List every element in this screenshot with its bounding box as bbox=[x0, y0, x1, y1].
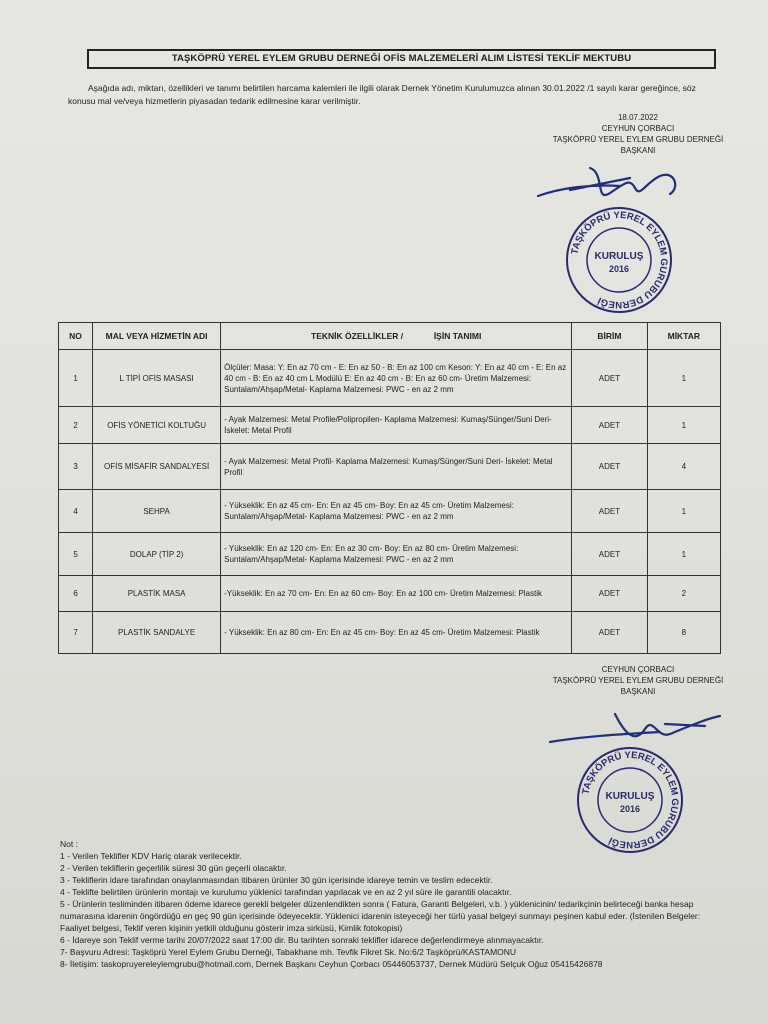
note-item: 3 - Tekliflerin idare tarafından onaylanmasından itibaren ürünler 30 gün içerisinde idareye temin ve teslim edecektir. bbox=[60, 875, 493, 885]
row-name: OFİS YÖNETİCİ KOLTUĞU bbox=[93, 407, 221, 444]
row-qty: 4 bbox=[647, 444, 720, 490]
intro-paragraph: Aşağıda adı, miktarı, özellikleri ve tanımı belirtilen harcama kalemleri ile ilgili olarak Dernek Yönetim Kurulumuzca alınan 30.01.2022 /1 sayılı karar gereğince, söz konusu mal ve/veya hizmetlerin piyasadan tedarik edilmesine karar verilmiştir. bbox=[68, 83, 696, 106]
table-row bbox=[59, 444, 721, 490]
row-no: 6 bbox=[59, 576, 93, 612]
row-qty: 1 bbox=[647, 490, 720, 533]
stamp-center-line2: 2016 bbox=[608, 264, 630, 274]
row-spec: -Yükseklik: En az 70 cm- En: En az 60 cm- Boy: En az 100 cm- Üretim Malzemesi: Plastik bbox=[221, 576, 572, 612]
row-unit: ADET bbox=[572, 407, 647, 444]
row-spec: - Yükseklik: En az 45 cm- En: En az 45 cm- Boy: En az 45 cm- Üretim Malzemesi: Suntalam/Ahşap/Metal- Kaplama Malzemesi: PWC - en az 2 mm bbox=[221, 490, 572, 533]
signature-block-bottom bbox=[548, 664, 728, 697]
signature-block-top bbox=[548, 112, 728, 156]
document-title: TAŞKÖPRÜ YEREL EYLEM GRUBU DERNEĞİ OFİS MALZEMELERİ ALIM LİSTESİ TEKLİF MEKTUBU bbox=[87, 49, 716, 69]
signature-date: 18.07.2022 bbox=[617, 113, 659, 122]
header-no: NO bbox=[59, 323, 93, 350]
signatory-org: TAŞKÖPRÜ YEREL EYLEM GRUBU DERNEĞİ bbox=[552, 676, 724, 685]
header-qty: MİKTAR bbox=[647, 323, 720, 350]
row-no: 1 bbox=[59, 350, 93, 407]
table-row bbox=[59, 350, 721, 407]
row-spec: - Ayak Malzemesi: Metal Profil- Kaplama Malzemesi: Kumaş/Sünger/Suni Deri- İskelet: Metal Profil bbox=[221, 444, 572, 490]
row-name: DOLAP (TİP 2) bbox=[93, 533, 221, 576]
row-no: 4 bbox=[59, 490, 93, 533]
table-row bbox=[59, 533, 721, 576]
row-spec: - Yükseklik: En az 120 cm- En: En az 30 cm- Boy: En az 80 cm- Üretim Malzemesi: Suntalam/Ahşap/Metal- Kaplama Malzemesi: PWC - en az 2 mm bbox=[221, 533, 572, 576]
row-no: 3 bbox=[59, 444, 93, 490]
table-row bbox=[59, 407, 721, 444]
row-no: 2 bbox=[59, 407, 93, 444]
row-qty: 2 bbox=[647, 576, 720, 612]
notes-heading: Not : bbox=[60, 839, 78, 849]
row-unit: ADET bbox=[572, 490, 647, 533]
stamp-center-line1: KURULUŞ bbox=[594, 251, 644, 262]
note-item: 4 - Teklifte belirtilen ürünlerin montajı ve kurulumu yüklenici tarafından yapılacak ve en az 2 yıl süre ile garantili olacaktır. bbox=[60, 887, 512, 897]
header-unit: BİRİM bbox=[572, 323, 647, 350]
row-unit: ADET bbox=[572, 350, 647, 407]
row-name: PLASTİK SANDALYE bbox=[93, 612, 221, 654]
row-spec: - Yükseklik: En az 80 cm- En: En az 45 cm- Boy: En az 45 cm- Üretim Malzemesi: Plastik bbox=[221, 612, 572, 654]
row-qty: 8 bbox=[647, 612, 720, 654]
note-item: 2 - Verilen tekliflerin geçerlilik süresi 30 gün geçerli olacaktır. bbox=[60, 863, 287, 873]
row-no: 5 bbox=[59, 533, 93, 576]
signatory-name: CEYHUN ÇORBACI bbox=[601, 124, 675, 133]
signatory-org: TAŞKÖPRÜ YEREL EYLEM GRUBU DERNEĞİ bbox=[552, 135, 724, 144]
signatory-role: BAŞKANI bbox=[620, 687, 656, 696]
row-unit: ADET bbox=[572, 612, 647, 654]
row-unit: ADET bbox=[572, 576, 647, 612]
table-row bbox=[59, 576, 721, 612]
row-qty: 1 bbox=[647, 533, 720, 576]
row-name: PLASTİK MASA bbox=[93, 576, 221, 612]
note-item: 1 - Verilen Teklifler KDV Hariç olarak verilecektir. bbox=[60, 851, 242, 861]
row-spec: Ölçüler: Masa: Y: En az 70 cm - E: En az 50 - B: En az 100 cm Keson: Y: En az 40 cm - E: En az 40 cm - B: En az 40 cm L Modülü E: En az 40 cm - B: En az 60 cm- Üretim Malzemesi: Suntalam/Ahşap/Metal- Kaplama Malzemesi: PWC - en az 2 mm bbox=[221, 350, 572, 407]
note-item: 5 - Ürünlerin tesliminden itibaren ödeme idarece gerekli belgeler düzenlendikten sonra ( Fatura, Garanti Belgeleri, v.b. ) yüklenicinin/ tedarikçinin belirteceği banka hesap numarasına idarenin öngördüğü en geç 90 gün içerisinde ödeyecektir. Yüklenici idarenin isteyeceği her türlü yasal belgeyi sunmayı peşinen kabul eder. (İstenilen Belgeler: Faaliyet belgesi, Teklif veren kişinin yetkili olduğunu gösterir imza sirküsü, Kimlik fotokopisi) bbox=[60, 899, 701, 933]
row-qty: 1 bbox=[647, 407, 720, 444]
stamp-ring-text: TAŞKÖPRÜ YEREL EYLEM GURUBU DERNEĞİ bbox=[580, 749, 681, 851]
row-unit: ADET bbox=[572, 444, 647, 490]
stamp-center-line1: KURULUŞ bbox=[605, 791, 655, 802]
table-row bbox=[59, 612, 721, 654]
row-unit: ADET bbox=[572, 533, 647, 576]
row-name: L TİPİ OFİS MASASI bbox=[93, 350, 221, 407]
note-item: 7- Başvuru Adresi: Taşköprü Yerel Eylem Grubu Derneği, Tabakhane mh. Tevfik Fikret Sk. No:6/2 Taşköprü/KASTAMONU bbox=[60, 947, 517, 957]
header-spec-b: İŞİN TANIMI bbox=[433, 330, 482, 341]
header-spec bbox=[221, 323, 572, 350]
note-item: 8- İletişim: taskopruyereleylemgrubu@hotmail.com, Dernek Başkanı Ceyhun Çorbacı 05446053737, Dernek Müdürü Selçuk Oğuz 05415426878 bbox=[60, 959, 603, 969]
items-table bbox=[58, 322, 721, 654]
row-name: OFİS MİSAFİR SANDALYESİ bbox=[93, 444, 221, 490]
stamp-center-line2: 2016 bbox=[619, 804, 641, 814]
notes-section bbox=[60, 838, 710, 970]
row-name: SEHPA bbox=[93, 490, 221, 533]
header-name: MAL VEYA HİZMETİN ADI bbox=[93, 323, 221, 350]
association-stamp-top bbox=[563, 204, 675, 316]
row-spec: - Ayak Malzemesi: Metal Profile/Polipropilen- Kaplama Malzemesi: Kumaş/Sünger/Suni Deri- İskelet: Metal Profil bbox=[221, 407, 572, 444]
note-item: 6 - İdareye son Teklif verme tarihi 20/07/2022 saat 17:00 dir. Bu tarihten sonraki teklifler idarece değerlendirmeye alınmayacaktır. bbox=[60, 935, 544, 945]
signature-top-icon bbox=[530, 158, 710, 208]
table-row bbox=[59, 490, 721, 533]
row-qty: 1 bbox=[647, 350, 720, 407]
row-no: 7 bbox=[59, 612, 93, 654]
header-spec-a: TEKNİK ÖZELLİKLER / bbox=[311, 330, 404, 341]
stamp-ring-text: TAŞKÖPRÜ YEREL EYLEM GURUBU DERNEĞİ bbox=[569, 209, 670, 311]
table-header-row bbox=[59, 323, 721, 350]
signatory-name: CEYHUN ÇORBACI bbox=[601, 665, 675, 674]
signatory-role: BAŞKANI bbox=[620, 146, 656, 155]
